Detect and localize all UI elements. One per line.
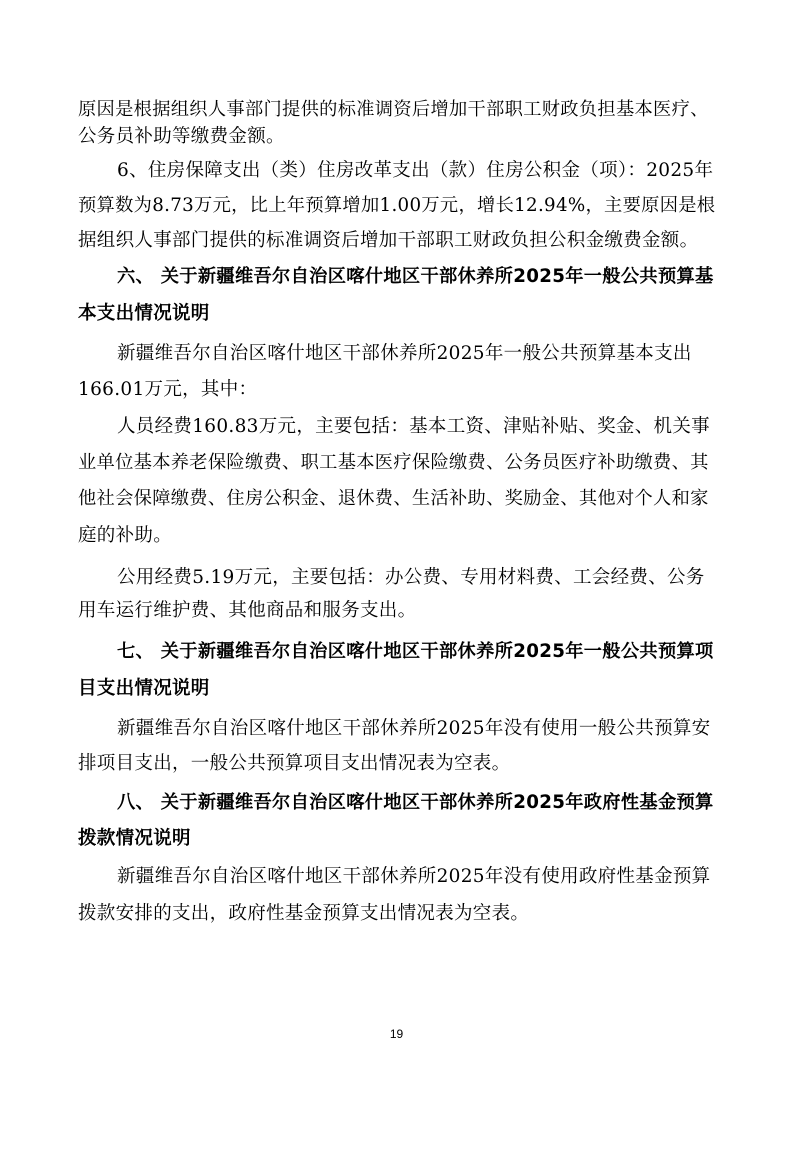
section-heading-6: 六、 关于新疆维吾尔自治区喀什地区干部休养所2025年一般公共预算基: [117, 266, 714, 287]
paragraph-line: 新疆维吾尔自治区喀什地区干部休养所2025年没有使用一般公共预算安: [117, 718, 711, 739]
paragraph-line: 原因是根据组织人事部门提供的标准调资后增加干部职工财政负担基本医疗、: [78, 99, 709, 120]
paragraph-line: 排项目支出，一般公共预算项目支出情况表为空表。: [78, 753, 511, 774]
section-heading-7: 七、 关于新疆维吾尔自治区喀什地区干部休养所2025年一般公共预算项: [117, 641, 714, 662]
paragraph-line: 人员经费160.83万元，主要包括：基本工资、津贴补贴、奖金、机关事: [117, 416, 710, 437]
paragraph-line: 业单位基本养老保险缴费、职工基本医疗保险缴费、公务员医疗补助缴费、其: [78, 452, 709, 473]
paragraph-line: 用车运行维护费、其他商品和服务支出。: [78, 600, 417, 621]
section-heading-8: 八、 关于新疆维吾尔自治区喀什地区干部休养所2025年政府性基金预算: [117, 792, 714, 813]
page-number: 19: [389, 1027, 404, 1041]
section-heading-8-cont: 拨款情况说明: [78, 828, 191, 849]
paragraph-line: 他社会保障缴费、住房公积金、退休费、生活补助、奖励金、其他对个人和家: [78, 488, 709, 509]
paragraph-line: 166.01万元，其中：: [78, 379, 258, 400]
paragraph-line: 新疆维吾尔自治区喀什地区干部休养所2025年没有使用政府性基金预算: [117, 866, 711, 887]
paragraph-line: 据组织人事部门提供的标准调资后增加干部职工财政负担公积金缴费金额。: [78, 230, 699, 251]
section-heading-7-cont: 目支出情况说明: [78, 678, 210, 699]
paragraph-line: 公用经费5.19万元，主要包括：办公费、专用材料费、工会经费、公务: [117, 567, 705, 588]
paragraph-line: 公务员补助等缴费金额。: [78, 126, 285, 147]
paragraph-line: 新疆维吾尔自治区喀什地区干部休养所2025年一般公共预算基本支出: [117, 343, 692, 364]
paragraph-line: 拨款安排的支出，政府性基金预算支出情况表为空表。: [78, 903, 530, 924]
paragraph-line: 庭的补助。: [78, 525, 173, 546]
section-heading-6-cont: 本支出情况说明: [78, 303, 210, 324]
paragraph-line: 预算数为8.73万元，比上年预算增加1.00万元，增长12.94%，主要原因是根: [78, 195, 716, 216]
paragraph-line: 6、住房保障支出（类）住房改革支出（款）住房公积金（项）：2025年: [117, 160, 714, 181]
